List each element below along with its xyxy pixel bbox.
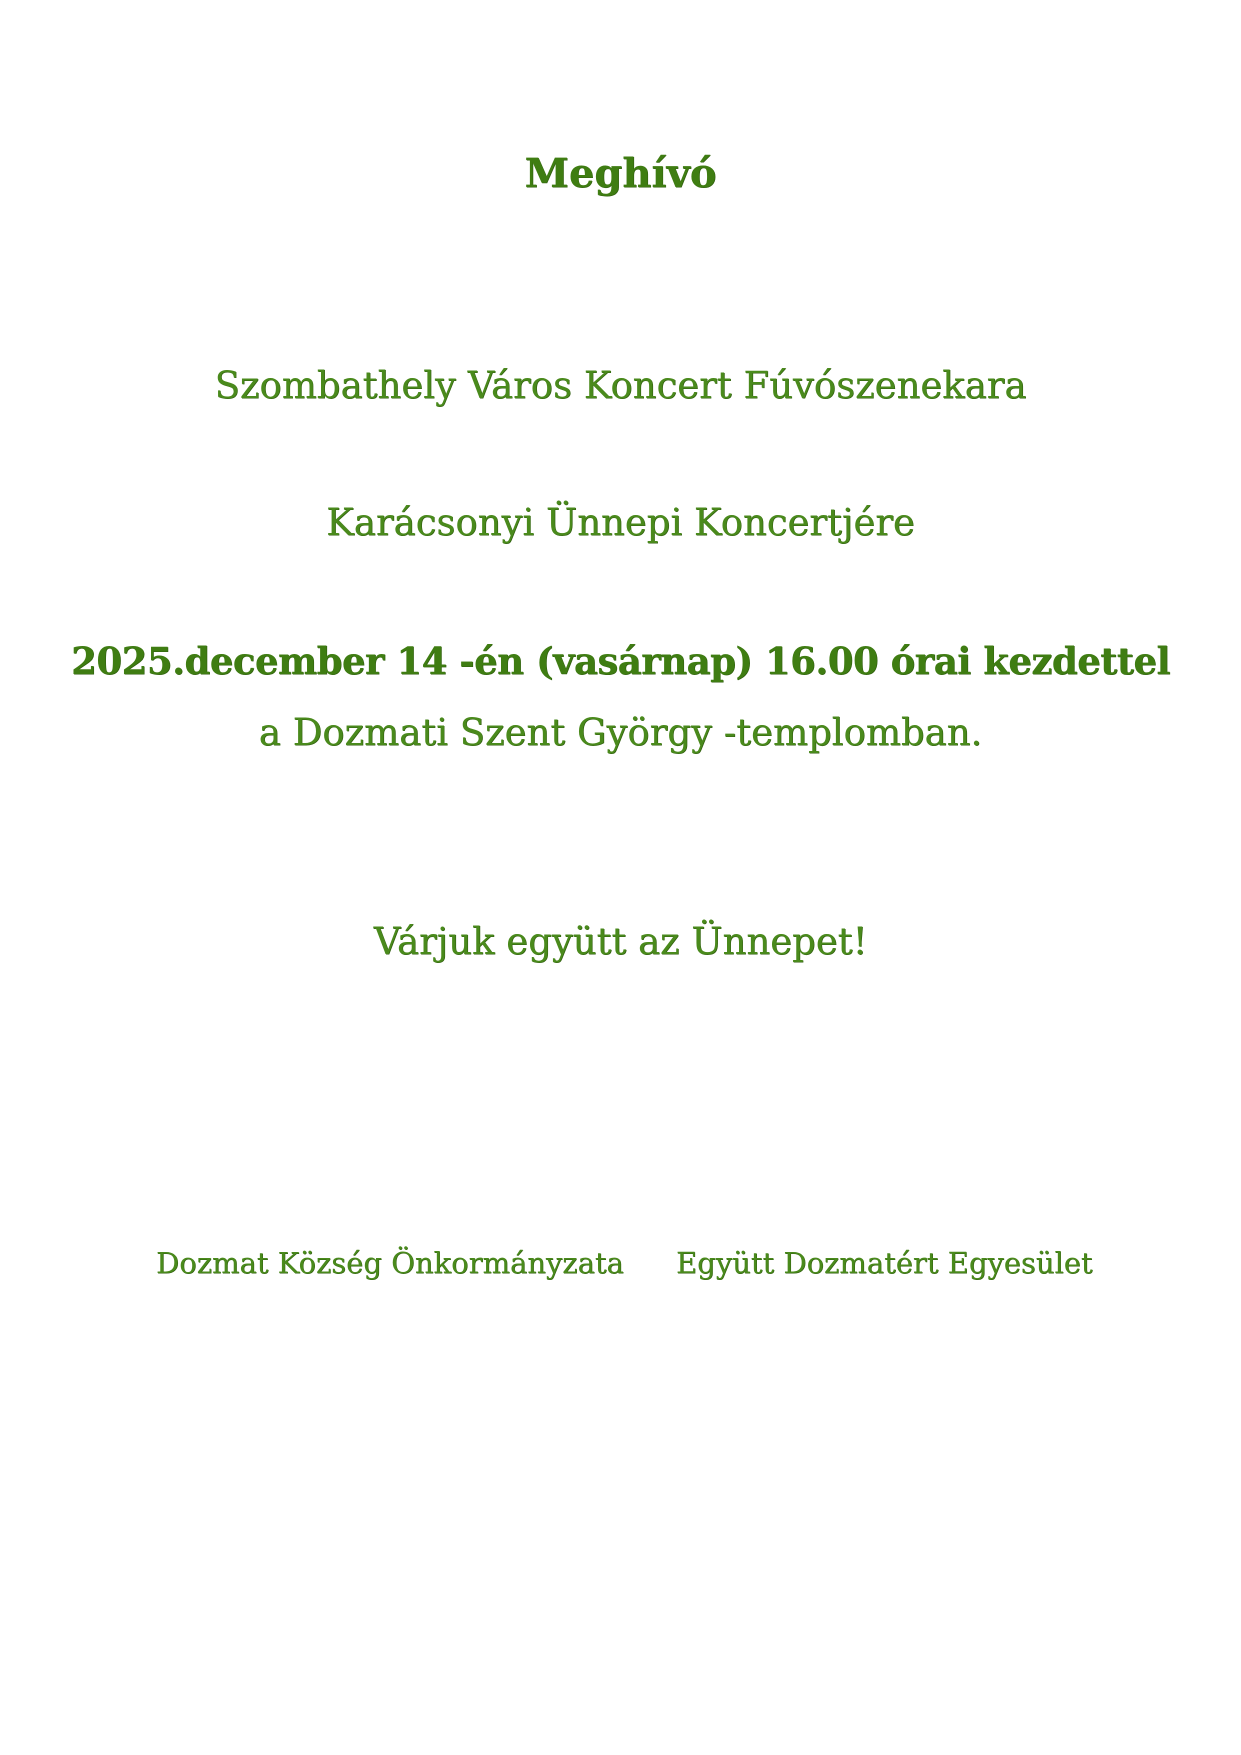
invitation-title: Meghívó bbox=[524, 150, 717, 197]
band-name: Szombathely Város Koncert Fúvószenekara bbox=[214, 364, 1027, 407]
concert-name: Karácsonyi Ünnepi Koncertjére bbox=[326, 501, 915, 544]
event-venue: a Dozmati Szent György -templomban. bbox=[258, 711, 983, 754]
organizer-association: Együtt Dozmatért Egyesület bbox=[676, 1246, 1093, 1280]
closing-message: Várjuk együtt az Ünnepet! bbox=[373, 920, 868, 963]
organizer-municipality: Dozmat Község Önkormányzata bbox=[156, 1246, 624, 1280]
event-datetime: 2025.december 14 -én (vasárnap) 16.00 órai kezdettel bbox=[71, 639, 1170, 683]
